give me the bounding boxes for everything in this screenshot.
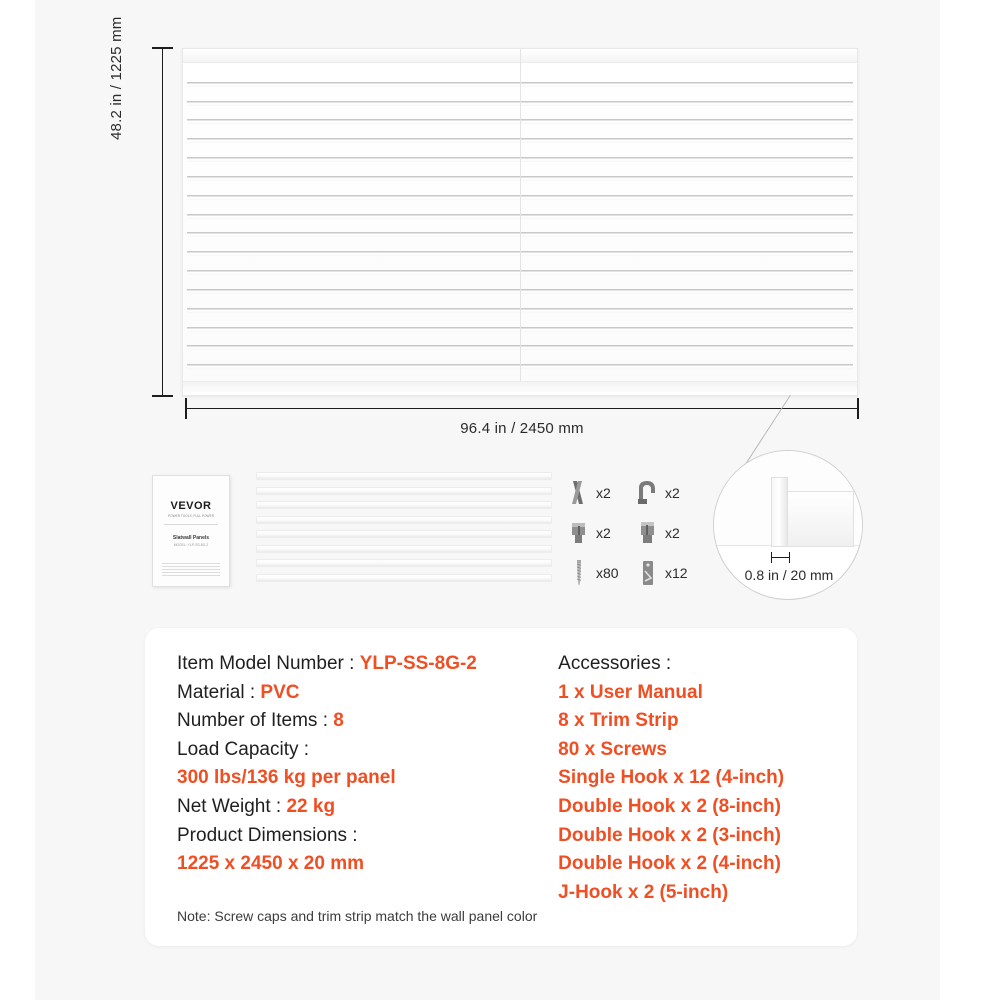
spec-label-model: Item Model Number : [177,653,355,674]
specification-card [145,628,857,946]
accessory-list-item: Double Hook x 2 (8-inch) [558,795,781,817]
trim-strips-group [256,472,556,592]
spec-column-right [558,650,825,907]
accessory-list-item: 1 x User Manual [558,681,703,703]
spec-label-dimensions: Product Dimensions : [177,824,358,846]
spec-row-weight [177,793,558,822]
screw-icon [566,558,592,588]
panel-center-seam [520,49,521,395]
spec-note: Note: Screw caps and trim strip match the wall panel color [177,908,538,924]
accessory-list-item: Single Hook x 12 (4-inch) [558,767,785,789]
accessory-list-item: J-Hook x 2 (5-inch) [558,881,729,903]
double-hook-3-inch-icon [566,518,592,548]
height-dimension-cap-top [152,47,173,49]
j-hook-5-inch-icon [635,478,661,508]
trim-strip [256,501,552,509]
manual-title: Slatwall Panels [172,535,210,541]
spec-label-material: Material : [177,681,256,703]
trim-strip [256,516,552,524]
user-manual-booklet [152,475,230,587]
thickness-dimension-label: 0.8 in / 20 mm [744,567,834,583]
width-dimension-cap-left [185,398,187,419]
accessory-icon-cell [566,514,629,552]
spec-value-model: YLP-SS-8G-2 [359,653,477,674]
manual-text-lines-top [164,524,218,526]
spec-row-items [177,707,558,736]
trim-strip [256,545,552,553]
included-parts-row [0,466,1000,612]
accessories-list [558,679,825,908]
spec-value-load: 300 lbs/136 kg per panel [177,767,396,789]
accessory-icon-cell [566,474,629,512]
height-dimension-line [162,48,163,396]
spec-row-material [177,679,558,708]
spec-value-weight: 22 kg [286,795,336,817]
accessory-icon-cell [635,474,698,512]
panel-bottom-rail [183,381,857,395]
spec-label-items: Number of Items : [177,710,328,732]
trim-strip [256,530,552,538]
vevor-logo: VEVOR [170,500,212,512]
accessory-list-item: 80 x Screws [558,738,667,760]
accessory-icon-count: x2 [665,485,680,501]
spec-row-model [177,650,558,679]
accessory-icons-grid [566,474,698,592]
double-hook-8-inch-icon [566,478,592,508]
accessory-icon-count: x80 [596,565,619,581]
accessory-icon-count: x2 [596,485,611,501]
width-dimension-cap-right [857,398,859,419]
spec-value-dimensions: 1225 x 2450 x 20 mm [177,853,364,875]
height-dimension-label: 48.2 in / 1225 mm [108,16,125,140]
spec-label-load: Load Capacity : [177,738,310,760]
accessory-icon-count: x2 [596,525,611,541]
spec-value-material: PVC [260,681,300,703]
accessory-icon-cell [566,554,629,592]
vevor-tagline: POWER TOOLS, FULL POWER [168,514,214,518]
accessory-icon-cell [635,554,698,592]
accessory-list-item: Double Hook x 2 (4-inch) [558,853,781,875]
accessory-list-item: Double Hook x 2 (3-inch) [558,824,781,846]
spec-value-items: 8 [333,710,344,732]
spec-label-weight: Net Weight : [177,795,282,817]
accessories-heading: Accessories : [558,653,672,674]
trim-strip [256,559,552,567]
spec-column-left [177,650,558,907]
slatwall-panel-image [182,48,858,396]
single-hook-4-inch-icon [635,558,661,588]
accessory-icon-count: x2 [665,525,680,541]
double-hook-4-inch-icon [635,518,661,548]
trim-strip [256,574,552,582]
height-dimension-cap-bottom [152,395,173,397]
trim-strip [256,487,552,495]
accessory-icon-count: x12 [665,565,688,581]
manual-model-line: MODEL: YLP-SS-8G-2 [173,543,209,547]
accessory-icon-cell [635,514,698,552]
manual-text-lines-bottom [162,563,220,577]
width-dimension-label: 96.4 in / 2450 mm [460,420,584,437]
accessory-list-item: 8 x Trim Strip [558,710,679,732]
trim-strip [256,472,552,480]
width-dimension-line [186,408,858,409]
